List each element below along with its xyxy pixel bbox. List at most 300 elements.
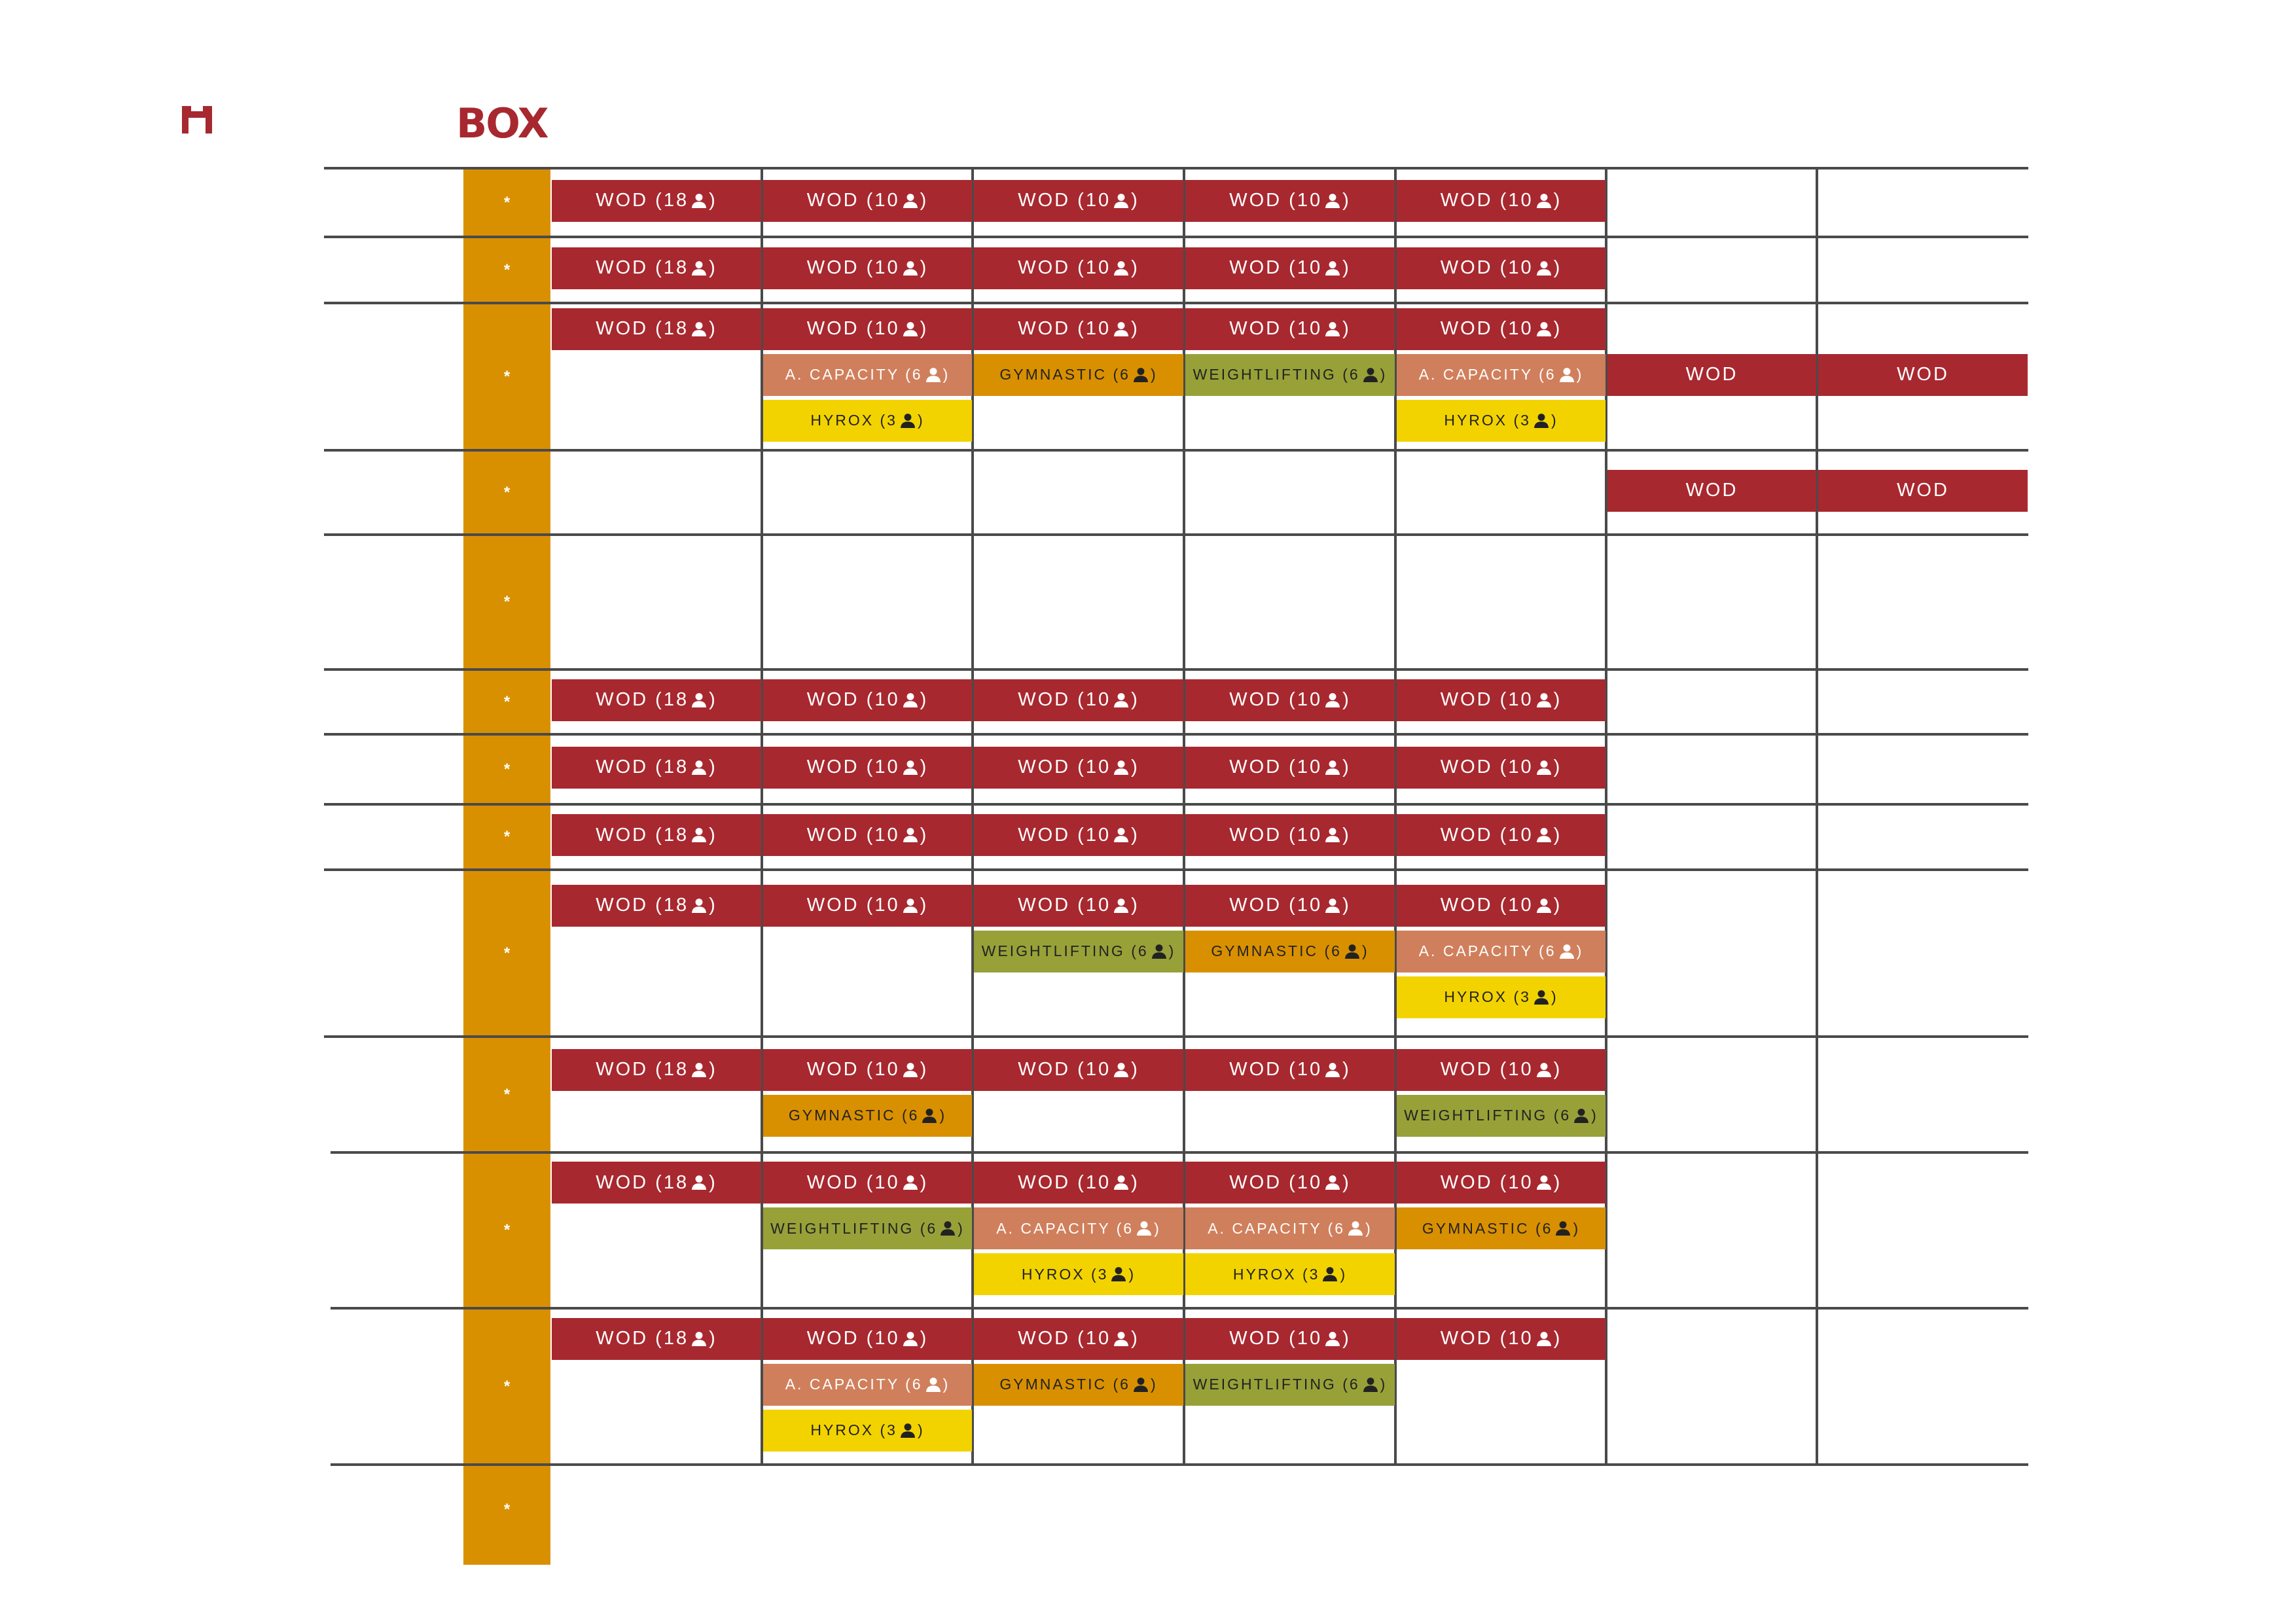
person-icon (1534, 1330, 1554, 1347)
class-block-cap[interactable] (763, 1364, 972, 1406)
class-label-close: ) (939, 1107, 947, 1124)
person-icon (1556, 943, 1577, 960)
class-label-close: ) (1150, 1376, 1158, 1393)
class-block-wod[interactable] (552, 885, 761, 927)
person-icon (1149, 943, 1169, 960)
class-label-close: ) (920, 1171, 929, 1193)
class-label-close: ) (920, 824, 929, 846)
class-label-close: ) (1150, 366, 1158, 383)
class-label: A. CAPACITY (6 (1418, 366, 1556, 383)
person-icon (1322, 692, 1342, 709)
person-icon (900, 260, 920, 277)
class-label: WOD (10 (1229, 895, 1323, 916)
time-slot-marker: * (503, 1085, 511, 1103)
class-label-close: ) (1340, 1265, 1348, 1283)
class-label: WOD (1897, 364, 1949, 385)
class-label: GYMNASTIC (6 (999, 1376, 1130, 1393)
grid-row-divider (324, 733, 2028, 736)
person-icon (1534, 1174, 1554, 1191)
class-block-wod[interactable] (1185, 1318, 1395, 1360)
person-icon (1134, 1220, 1154, 1237)
class-block-wod[interactable] (974, 747, 1183, 789)
class-label-close: ) (1168, 942, 1176, 959)
person-icon (1322, 1061, 1342, 1079)
class-label-close: ) (917, 1421, 925, 1438)
class-label-close: ) (1131, 824, 1139, 846)
person-icon (689, 192, 709, 209)
class-label: WOD (10 (1018, 824, 1111, 846)
person-icon (1534, 192, 1554, 209)
class-label-close: ) (1553, 1328, 1562, 1349)
class-label: A. CAPACITY (6 (785, 1376, 923, 1393)
class-label: WOD (18 (596, 1328, 689, 1349)
person-icon (923, 366, 943, 383)
class-block-wod[interactable] (1397, 747, 1605, 789)
class-label: WOD (10 (1229, 1059, 1323, 1080)
class-block-hyr[interactable] (763, 1410, 972, 1452)
class-block-wod[interactable] (763, 180, 972, 222)
class-label-close: ) (920, 689, 929, 710)
class-block-gym[interactable] (763, 1095, 972, 1137)
class-block-wod[interactable] (552, 679, 761, 721)
class-label: WOD (10 (806, 824, 900, 846)
class-label: WEIGHTLIFTING (6 (1404, 1107, 1571, 1124)
class-block-wod[interactable] (1397, 308, 1605, 350)
class-label: WOD (10 (1018, 318, 1111, 339)
class-block-wod[interactable] (974, 1049, 1183, 1091)
class-label: WOD (10 (806, 1171, 900, 1193)
class-block-cap[interactable] (1397, 354, 1605, 396)
class-block-wod[interactable] (1185, 814, 1395, 856)
class-label-close: ) (1553, 1171, 1562, 1193)
class-label: WOD (10 (806, 895, 900, 916)
class-label: GYMNASTIC (6 (788, 1107, 920, 1124)
person-icon (1556, 366, 1577, 383)
class-label: WOD (10 (1018, 1328, 1111, 1349)
class-block-wod[interactable] (1185, 747, 1395, 789)
time-slot-marker: * (503, 193, 511, 211)
class-label: WOD (18 (596, 689, 689, 710)
person-icon (1322, 260, 1342, 277)
class-label: A. CAPACITY (6 (785, 366, 923, 383)
class-block-wl[interactable] (1185, 1364, 1395, 1406)
class-block-wod[interactable] (763, 814, 972, 856)
class-block-hyr[interactable] (763, 400, 972, 442)
class-label-close: ) (1154, 1219, 1161, 1237)
class-label-close: ) (709, 757, 717, 777)
class-label-close: ) (1553, 1059, 1562, 1080)
class-block-wod[interactable] (1185, 885, 1395, 927)
person-icon (1534, 897, 1554, 914)
class-label-close: ) (1380, 366, 1388, 383)
person-icon (1342, 943, 1362, 960)
gym-logo-icon (182, 106, 212, 134)
person-icon (897, 412, 918, 429)
class-label-close: ) (1553, 190, 1562, 211)
class-label-close: ) (709, 1171, 717, 1193)
class-label-close: ) (1576, 942, 1584, 959)
person-icon (1111, 692, 1131, 709)
class-label-close: ) (1342, 190, 1351, 211)
person-icon (689, 897, 709, 914)
class-label: WOD (10 (1440, 257, 1534, 278)
class-block-wod[interactable] (1397, 1318, 1605, 1360)
class-label-close: ) (1342, 895, 1351, 916)
time-slot-marker: * (503, 260, 511, 279)
class-block-cap[interactable] (1185, 1207, 1395, 1249)
class-block-wod[interactable] (1185, 180, 1395, 222)
class-block-wod[interactable] (974, 1162, 1183, 1204)
class-label: HYROX (3 (1444, 412, 1531, 429)
class-label-close: ) (1553, 757, 1562, 777)
class-label: WOD (10 (1440, 190, 1534, 211)
class-label-close: ) (1342, 1059, 1351, 1080)
class-label: WOD (10 (806, 318, 900, 339)
class-block-wod[interactable] (974, 814, 1183, 856)
class-label: WOD (10 (1229, 257, 1323, 278)
class-label-close: ) (709, 318, 717, 339)
grid-row-divider (331, 1463, 2028, 1466)
person-icon (1111, 897, 1131, 914)
class-label: WOD (10 (1440, 1171, 1534, 1193)
class-label: WOD (10 (1229, 1171, 1323, 1193)
class-label-close: ) (1361, 942, 1369, 959)
grid-row-divider (324, 167, 2028, 169)
class-block-wod[interactable] (763, 747, 972, 789)
grid-row-divider (324, 668, 2028, 671)
class-block-wod[interactable] (763, 679, 972, 721)
person-icon (900, 321, 920, 338)
class-block-wod[interactable] (1397, 679, 1605, 721)
class-label: HYROX (3 (810, 1421, 897, 1438)
person-icon (1531, 412, 1551, 429)
person-icon (1322, 827, 1342, 844)
class-block-wod[interactable] (552, 1318, 761, 1360)
person-icon (1322, 897, 1342, 914)
class-label-close: ) (920, 318, 929, 339)
class-label: WOD (18 (596, 1171, 689, 1193)
class-block-cap[interactable] (1397, 931, 1605, 972)
class-block-gym[interactable] (974, 1364, 1183, 1406)
class-label: WEIGHTLIFTING (6 (1193, 1376, 1360, 1393)
class-block-wod[interactable] (1185, 1049, 1395, 1091)
class-block-cap[interactable] (763, 354, 972, 396)
class-label-close: ) (1131, 1328, 1139, 1349)
class-label: WOD (10 (1440, 757, 1534, 777)
class-block-wod[interactable] (1397, 247, 1605, 289)
class-block-wod[interactable] (1397, 1049, 1605, 1091)
class-label-close: ) (1342, 1171, 1351, 1193)
person-icon (1534, 827, 1554, 844)
class-label-close: ) (1342, 257, 1351, 278)
class-label-close: ) (958, 1219, 965, 1237)
grid-row-divider (324, 236, 2028, 238)
class-label-close: ) (1131, 689, 1139, 710)
class-block-wod[interactable] (1607, 470, 1816, 512)
class-block-wod[interactable] (1397, 885, 1605, 927)
class-block-wod[interactable] (1185, 1162, 1395, 1204)
class-label: WOD (18 (596, 257, 689, 278)
class-label: WOD (10 (1229, 318, 1323, 339)
class-label: WOD (10 (1018, 190, 1111, 211)
class-label-close: ) (709, 689, 717, 710)
class-label-close: ) (709, 1059, 717, 1080)
class-block-wod[interactable] (763, 247, 972, 289)
person-icon (919, 1107, 939, 1124)
class-label: GYMNASTIC (6 (1422, 1219, 1553, 1237)
class-label: HYROX (3 (810, 412, 897, 429)
class-label-close: ) (1342, 824, 1351, 846)
class-label: WOD (18 (596, 824, 689, 846)
class-label: WOD (10 (1018, 757, 1111, 777)
class-block-hyr[interactable] (1397, 976, 1605, 1018)
class-block-wl[interactable] (763, 1207, 972, 1249)
person-icon (1111, 1061, 1131, 1079)
class-label-close: ) (1131, 257, 1139, 278)
class-label: WOD (10 (1440, 1328, 1534, 1349)
class-block-wl[interactable] (1397, 1095, 1605, 1137)
class-label-close: ) (1131, 757, 1139, 777)
class-label: WOD (10 (1018, 689, 1111, 710)
class-label: WOD (18 (596, 190, 689, 211)
class-block-hyr[interactable] (1397, 400, 1605, 442)
class-label-close: ) (920, 257, 929, 278)
class-label: WOD (1897, 480, 1949, 501)
grid-row-divider (324, 449, 2028, 452)
grid-row-divider (324, 1035, 2028, 1038)
class-label: WOD (10 (1229, 824, 1323, 846)
person-icon (1534, 321, 1554, 338)
class-label: WOD (18 (596, 757, 689, 777)
person-icon (689, 1061, 709, 1079)
person-icon (689, 321, 709, 338)
class-label-close: ) (1131, 895, 1139, 916)
class-label: WOD (10 (1440, 689, 1534, 710)
class-block-wod[interactable] (974, 180, 1183, 222)
person-icon (689, 260, 709, 277)
class-label: WOD (10 (1018, 1171, 1111, 1193)
class-block-wod[interactable] (763, 1162, 972, 1204)
class-block-wod[interactable] (552, 308, 761, 350)
class-block-wod[interactable] (1818, 470, 2028, 512)
class-label: WOD (18 (596, 1059, 689, 1080)
person-icon (1322, 192, 1342, 209)
person-icon (1108, 1266, 1128, 1283)
class-label-close: ) (709, 895, 717, 916)
person-icon (689, 692, 709, 709)
person-icon (1360, 1376, 1380, 1393)
class-block-wod[interactable] (974, 308, 1183, 350)
class-label-close: ) (920, 1059, 929, 1080)
class-label-close: ) (1365, 1219, 1372, 1237)
person-icon (1552, 1220, 1573, 1237)
class-label: WOD (10 (806, 257, 900, 278)
class-block-wod[interactable] (763, 1049, 972, 1091)
class-block-wod[interactable] (552, 180, 761, 222)
class-block-wod[interactable] (1397, 180, 1605, 222)
class-label: GYMNASTIC (6 (999, 366, 1130, 383)
person-icon (1360, 366, 1380, 383)
class-label-close: ) (920, 895, 929, 916)
class-label: WOD (18 (596, 895, 689, 916)
class-block-wod[interactable] (552, 814, 761, 856)
class-label: WEIGHTLIFTING (6 (1193, 366, 1360, 383)
class-block-wod[interactable] (974, 247, 1183, 289)
class-block-wod[interactable] (552, 1162, 761, 1204)
class-label: WOD (10 (1440, 895, 1534, 916)
person-icon (689, 1330, 709, 1347)
class-block-wl[interactable] (1185, 354, 1395, 396)
class-label-close: ) (920, 190, 929, 211)
class-label: HYROX (3 (1232, 1265, 1320, 1283)
class-block-wod[interactable] (552, 247, 761, 289)
person-icon (900, 897, 920, 914)
class-block-gym[interactable] (1397, 1207, 1605, 1249)
person-icon (900, 1061, 920, 1079)
time-slot-marker: * (503, 1221, 511, 1239)
class-label: WOD (10 (1229, 689, 1323, 710)
class-label: WOD (10 (1440, 318, 1534, 339)
class-label-close: ) (1551, 412, 1558, 429)
time-slot-marker: * (503, 692, 511, 711)
class-label-close: ) (1128, 1265, 1136, 1283)
person-icon (1111, 192, 1131, 209)
class-block-wod[interactable] (1607, 354, 1816, 396)
time-slot-marker: * (503, 367, 511, 385)
class-label-close: ) (1551, 988, 1558, 1005)
class-label: A. CAPACITY (6 (1208, 1219, 1346, 1237)
person-icon (689, 759, 709, 776)
class-label: HYROX (3 (1444, 988, 1531, 1005)
person-icon (897, 1422, 918, 1439)
class-label: GYMNASTIC (6 (1211, 942, 1342, 959)
grid-row-divider (324, 533, 2028, 536)
grid-row-divider (331, 1307, 2028, 1310)
class-label: WOD (18 (596, 318, 689, 339)
class-label-close: ) (1342, 1328, 1351, 1349)
class-label: WOD (10 (806, 1328, 900, 1349)
class-block-hyr[interactable] (974, 1253, 1183, 1295)
person-icon (1130, 1376, 1151, 1393)
person-icon (1111, 1330, 1131, 1347)
class-label-close: ) (917, 412, 925, 429)
class-label: WOD (1685, 480, 1738, 501)
class-block-wod[interactable] (552, 1049, 761, 1091)
grid-row-divider (331, 1151, 2028, 1154)
class-label-close: ) (1131, 1171, 1139, 1193)
class-label-close: ) (1553, 318, 1562, 339)
class-label-close: ) (1576, 366, 1584, 383)
person-icon (1531, 989, 1551, 1006)
class-label-close: ) (1342, 757, 1351, 777)
page-title: BOX (456, 99, 548, 147)
person-icon (1111, 260, 1131, 277)
class-block-gym[interactable] (1185, 931, 1395, 972)
class-label-close: ) (709, 257, 717, 278)
class-label: WOD (10 (1440, 824, 1534, 846)
class-label-close: ) (1131, 318, 1139, 339)
class-label: WOD (10 (1229, 1328, 1323, 1349)
person-icon (689, 827, 709, 844)
class-label-close: ) (1342, 318, 1351, 339)
class-block-gym[interactable] (974, 354, 1183, 396)
class-block-cap[interactable] (974, 1207, 1183, 1249)
person-icon (1322, 759, 1342, 776)
class-block-wod[interactable] (763, 308, 972, 350)
class-label-close: ) (1553, 895, 1562, 916)
class-label: WOD (10 (1229, 190, 1323, 211)
class-label-close: ) (1553, 257, 1562, 278)
person-icon (1534, 692, 1554, 709)
person-icon (900, 759, 920, 776)
time-slot-marker: * (503, 1501, 511, 1518)
time-slot-marker: * (503, 760, 511, 778)
class-block-wod[interactable] (1818, 354, 2028, 396)
class-label-close: ) (942, 1376, 950, 1393)
class-label-close: ) (1553, 824, 1562, 846)
class-label-close: ) (709, 190, 717, 211)
person-icon (923, 1376, 943, 1393)
class-block-wod[interactable] (552, 747, 761, 789)
class-block-wod[interactable] (763, 885, 972, 927)
class-label: WOD (1685, 364, 1738, 385)
class-label-close: ) (1591, 1107, 1598, 1124)
person-icon (937, 1220, 958, 1237)
person-icon (689, 1174, 709, 1191)
class-block-wod[interactable] (1397, 814, 1605, 856)
class-block-wod[interactable] (1185, 308, 1395, 350)
class-label: WOD (10 (1440, 1059, 1534, 1080)
class-label: WOD (10 (806, 689, 900, 710)
class-block-wod[interactable] (1185, 247, 1395, 289)
class-label: WOD (10 (806, 190, 900, 211)
class-block-wod[interactable] (763, 1318, 972, 1360)
grid-row-divider (324, 803, 2028, 806)
time-slot-marker: * (503, 828, 511, 846)
class-label: A. CAPACITY (6 (996, 1219, 1134, 1237)
class-label-close: ) (1131, 190, 1139, 211)
class-label-close: ) (1131, 1059, 1139, 1080)
class-label: WOD (10 (1018, 895, 1111, 916)
class-label-close: ) (942, 366, 950, 383)
time-slot-marker: * (503, 1377, 511, 1395)
person-icon (1534, 759, 1554, 776)
class-label: WOD (10 (806, 1059, 900, 1080)
person-icon (1319, 1266, 1340, 1283)
person-icon (900, 1174, 920, 1191)
class-block-wod[interactable] (974, 1318, 1183, 1360)
class-block-wod[interactable] (974, 885, 1183, 927)
class-label: WOD (10 (1018, 1059, 1111, 1080)
class-label: WEIGHTLIFTING (6 (770, 1219, 938, 1237)
person-icon (1111, 827, 1131, 844)
grid-row-divider (324, 302, 2028, 304)
class-block-hyr[interactable] (1185, 1253, 1395, 1295)
time-slot-marker: * (503, 483, 511, 501)
person-icon (1111, 321, 1131, 338)
class-block-wod[interactable] (1397, 1162, 1605, 1204)
person-icon (900, 1330, 920, 1347)
class-block-wl[interactable] (974, 931, 1183, 972)
person-icon (1571, 1107, 1591, 1124)
person-icon (1322, 321, 1342, 338)
class-block-wod[interactable] (1185, 679, 1395, 721)
class-block-wod[interactable] (974, 679, 1183, 721)
class-label-close: ) (1342, 689, 1351, 710)
person-icon (1534, 1061, 1554, 1079)
grid-row-divider (324, 868, 2028, 871)
person-icon (900, 692, 920, 709)
